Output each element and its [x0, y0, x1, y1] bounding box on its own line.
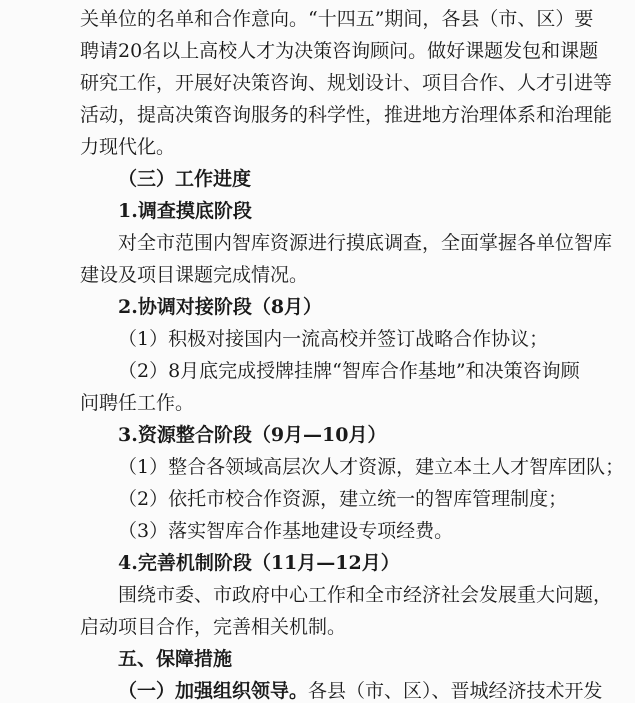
- body-text-line: 活动，提高决策咨询服务的科学性，推进地方治理体系和治理能: [80, 104, 613, 126]
- body-text-line: 围绕市委、市政府中心工作和全市经济社会发展重大问题，: [118, 584, 613, 606]
- list-item-continuation: 问聘任工作。: [80, 392, 195, 414]
- body-text-line: 对全市范围内智库资源进行摸底调查，全面掌握各单位智库: [118, 232, 613, 254]
- stage-title: 2.协调对接阶段（8月）: [118, 296, 323, 318]
- body-text-line: 启动项目合作，完善相关机制。: [80, 616, 347, 638]
- subsection-text: 各县（市、区）、晋城经济技术开发: [308, 680, 603, 702]
- body-text-line: 力现代化。: [80, 136, 176, 158]
- list-item: （1）整合各领域高层次人才资源，建立本土人才智库团队；: [118, 456, 625, 478]
- body-text-line: 建设及项目课题完成情况。: [80, 264, 309, 286]
- list-item: （1）积极对接国内一流高校并签订战略合作协议；: [118, 328, 549, 350]
- stage-title: 1.调查摸底阶段: [118, 200, 252, 222]
- stage-title: 4.完善机制阶段（11月—12月）: [118, 552, 400, 574]
- body-text-line: 研究工作，开展好决策咨询、规划设计、项目合作、人才引进等: [80, 72, 613, 94]
- list-item: （2）依托市校合作资源，建立统一的智库管理制度；: [118, 488, 568, 510]
- list-item: （3）落实智库合作基地建设专项经费。: [118, 520, 454, 542]
- body-text-line: 关单位的名单和合作意向。“十四五”期间，各县（市、区）要: [80, 8, 594, 30]
- section-heading: 五、保障措施: [118, 648, 233, 670]
- body-text-line: 聘请20名以上高校人才为决策咨询顾问。做好课题发包和课题: [80, 40, 599, 62]
- subsection-title: （一）加强组织领导。: [118, 680, 309, 702]
- subsection-line: [118, 679, 603, 703]
- list-item: （2）8月底完成授牌挂牌“智库合作基地”和决策咨询顾: [118, 360, 580, 382]
- stage-title: 3.资源整合阶段（9月—10月）: [118, 424, 387, 446]
- section-heading: （三）工作进度: [118, 168, 252, 190]
